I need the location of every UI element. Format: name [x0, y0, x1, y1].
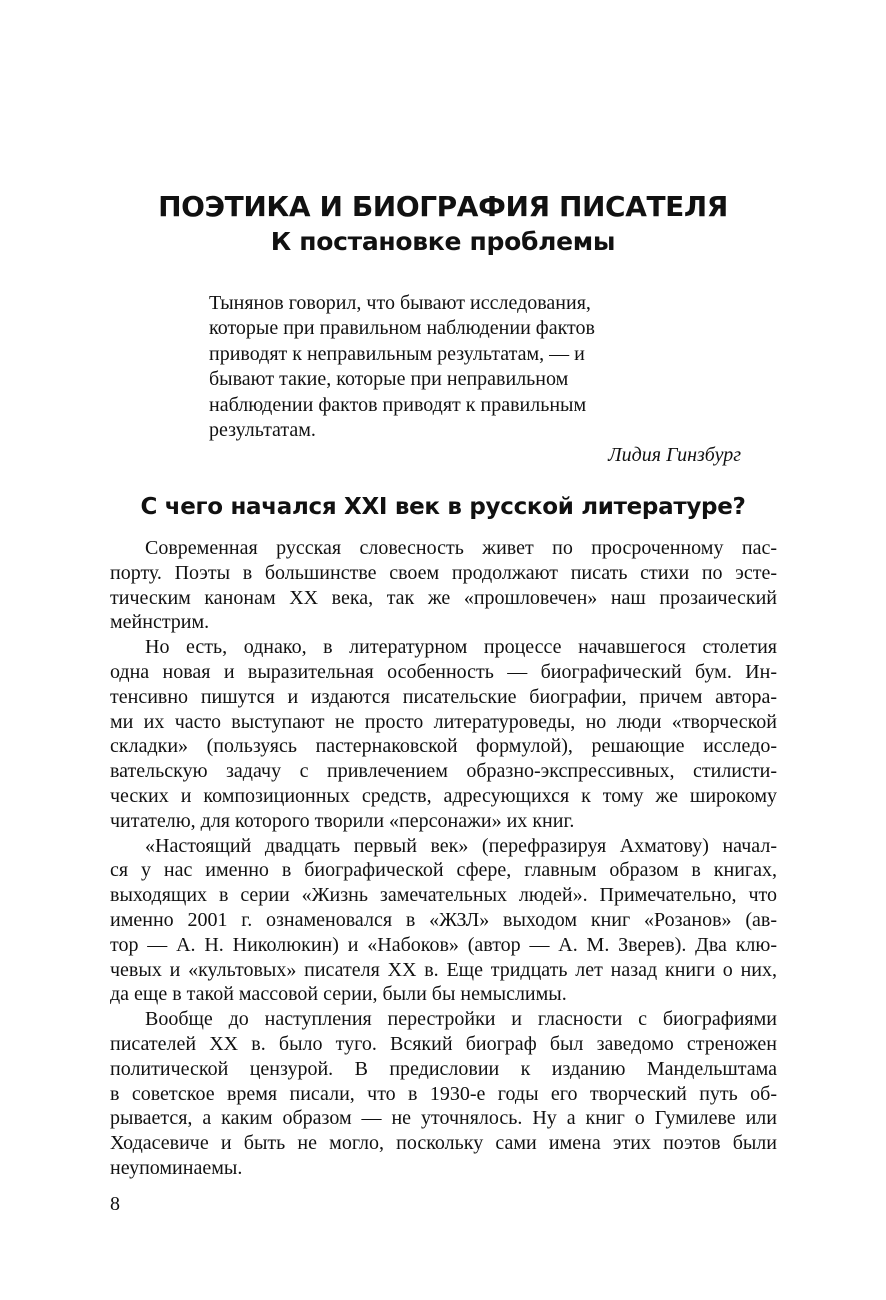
epigraph-line: Тынянов говорил, что бывают исследования,	[209, 292, 591, 314]
text-line: порту. Поэты в большинстве своем продолжают писать стихи по эсте-	[110, 561, 777, 584]
text-line: в советское время писали, что в 1930-е годы его творческий путь об-	[110, 1082, 777, 1105]
chapter-subtitle: К постановке проблемы	[270, 227, 616, 256]
text-line: ческих и композиционных средств, адресующихся к тому же широкому	[110, 784, 777, 807]
text-line: чевых и «культовых» писателя XX в. Еще тридцать лет назад книги о них,	[110, 958, 777, 981]
text-line: Ходасевиче и быть не могло, поскольку сами имена этих поэтов были	[110, 1132, 777, 1155]
text-line: выходящих в серии «Жизнь замечательных людей». Примечательно, что	[110, 884, 777, 907]
text-line: ми их часто выступают не просто литературоведы, но люди «творческой	[110, 710, 777, 733]
text-line: ся у нас именно в биографической сфере, главным образом в книгах,	[110, 859, 777, 882]
text-line: Но есть, однако, в литературном процессе начавшегося столетия	[145, 636, 777, 659]
epigraph-line: которые при правильном наблюдении фактов	[209, 317, 595, 340]
text-line: «Настоящий двадцать первый век» (перефразируя Ахматову) начал-	[145, 834, 777, 857]
text-line: неупоминаемы.	[110, 1156, 243, 1179]
body-text	[110, 536, 777, 1181]
chapter-title: ПОЭТИКА И БИОГРАФИЯ ПИСАТЕЛЯ	[158, 190, 728, 223]
text-line: тор — А. Н. Николюкин) и «Набоков» (автор — А. М. Зверев). Два клю-	[110, 933, 777, 956]
epigraph-line: наблюдении фактов приводят к правильным	[209, 393, 587, 416]
paragraph-3	[110, 834, 777, 1008]
text-line: Вообще до наступления перестройки и гласности с биографиями	[145, 1008, 777, 1031]
epigraph-line: бывают такие, которые при неправильном	[209, 368, 569, 391]
epigraph	[209, 291, 749, 469]
epigraph-author: Лидия Гинзбург	[608, 444, 741, 467]
text-line: рывается, а каким образом — не уточнялось. Ну а книг о Гумилеве или	[110, 1107, 777, 1130]
text-line: писателей XX в. было туго. Всякий биограф был заведомо стреножен	[110, 1032, 777, 1055]
page-number: 8	[110, 1193, 120, 1215]
text-line: вательскую задачу с привлечением образно-экспрессивных, стилисти-	[110, 760, 777, 783]
section-heading: С чего начался XXI век в русской литературе?	[140, 494, 746, 520]
text-line: одна новая и выразительная особенность — биографический бум. Ин-	[110, 660, 777, 683]
text-line: Современная русская словесность живет по просроченному пас-	[145, 537, 777, 559]
paragraph-4	[110, 1007, 777, 1181]
epigraph-line: приводят к неправильным результатам, — и	[209, 342, 585, 365]
paragraph-2	[110, 635, 777, 833]
text-line: читателю, для которого творили «персонажи» их книг.	[110, 809, 575, 832]
epigraph-line: результатам.	[209, 419, 316, 442]
text-line: складки» (пользуясь пастернаковской формулой), решающие исследо-	[110, 735, 777, 758]
text-line: тенсивно пишутся и издаются писательские биографии, причем автора-	[110, 685, 777, 708]
text-line: политической цензурой. В предисловии к изданию Мандельштама	[110, 1057, 777, 1080]
text-line: да еще в такой массовой серии, были бы немыслимы.	[110, 983, 567, 1006]
paragraph-1	[110, 536, 777, 635]
text-line: тическим канонам XX века, так же «прошловечен» наш прозаический	[110, 586, 777, 609]
text-line: мейнстрим.	[110, 611, 210, 634]
text-line: именно 2001 г. ознаменовался в «ЖЗЛ» выходом книг «Розанов» (ав-	[110, 908, 777, 931]
